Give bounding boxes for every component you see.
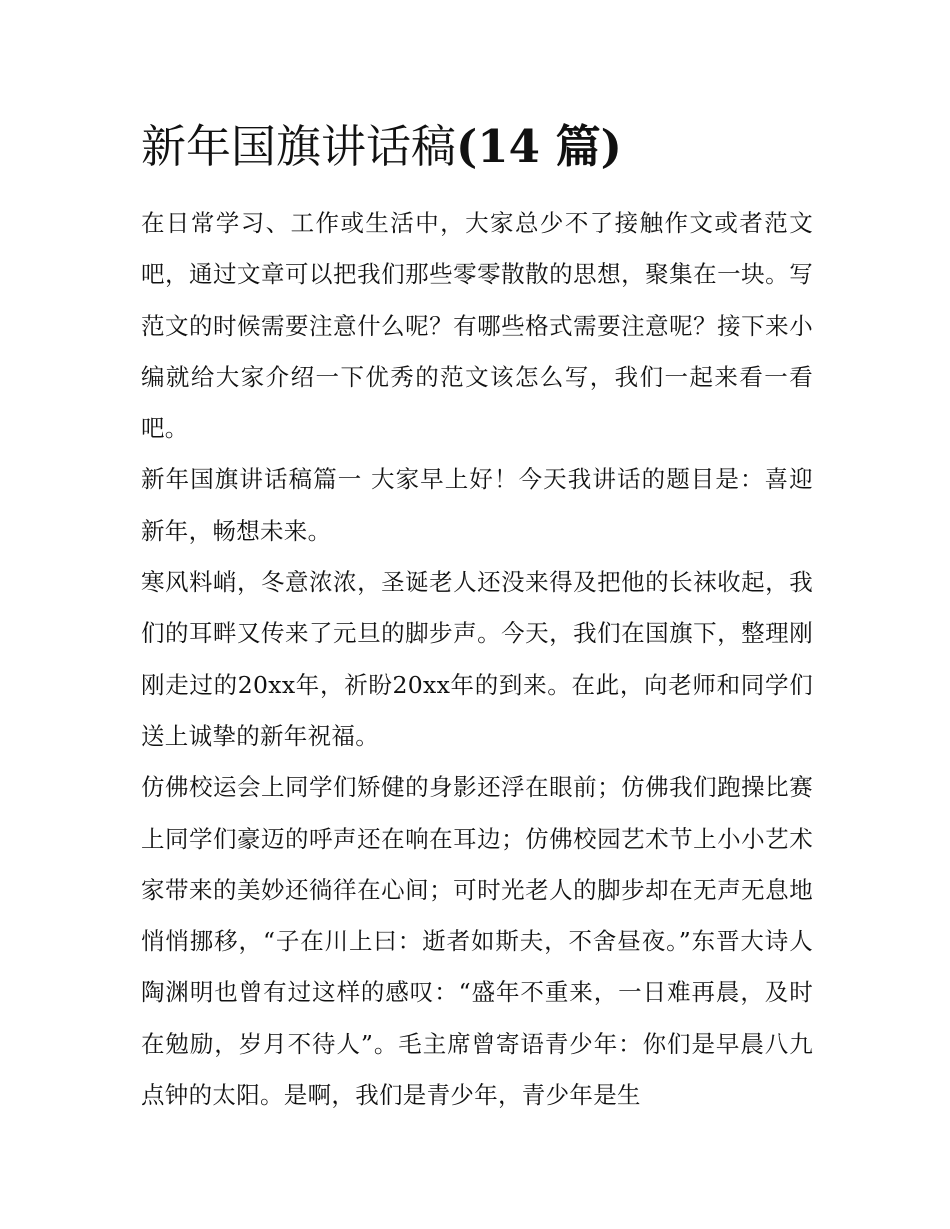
title-count: (14 篇) xyxy=(456,120,622,173)
document-body xyxy=(141,198,813,1121)
title-main: 新年国旗讲话稿 xyxy=(141,120,457,173)
page-title xyxy=(141,116,821,178)
intro-paragraph: 在日常学习、工作或生活中，大家总少不了接触作文或者范文吧，通过文章可以把我们那些零零散散的思想，聚集在一块。写范文的时候需要注意什么呢？有哪些格式需要注意呢？接下来小编就给大家介绍一下优秀的范文该怎么写，我们一起来看一看吧。 xyxy=(141,209,813,443)
winter-paragraph: 寒风料峭，冬意浓浓，圣诞老人还没来得及把他的长袜收起，我们的耳畔又传来了元旦的脚步声。今天，我们在国旗下，整理刚刚走过的20xx年，祈盼20xx年的到来。在此，向老师和同学们送上诚挚的新年祝福。 xyxy=(141,568,813,750)
memories-paragraph: 仿佛校运会上同学们矫健的身影还浮在眼前；仿佛我们跑操比赛上同学们豪迈的呼声还在响在耳边；仿佛校园艺术节上小小艺术家带来的美妙还徜徉在心间；可时光老人的脚步却在无声无息地悄悄挪移，“子在川上曰：逝者如斯夫，不舍昼夜。”东晋大诗人陶渊明也曾有过这样的感叹：“盛年不重来，一日难再晨，及时在勉励，岁月不待人”。毛主席曾寄语青少年：你们是早晨八九点钟的太阳。是啊，我们是青少年，青少年是生 xyxy=(141,773,813,1110)
section-one-opening-paragraph: 新年国旗讲话稿篇一 大家早上好！今天我讲话的题目是：喜迎新年，畅想未来。 xyxy=(141,465,813,545)
